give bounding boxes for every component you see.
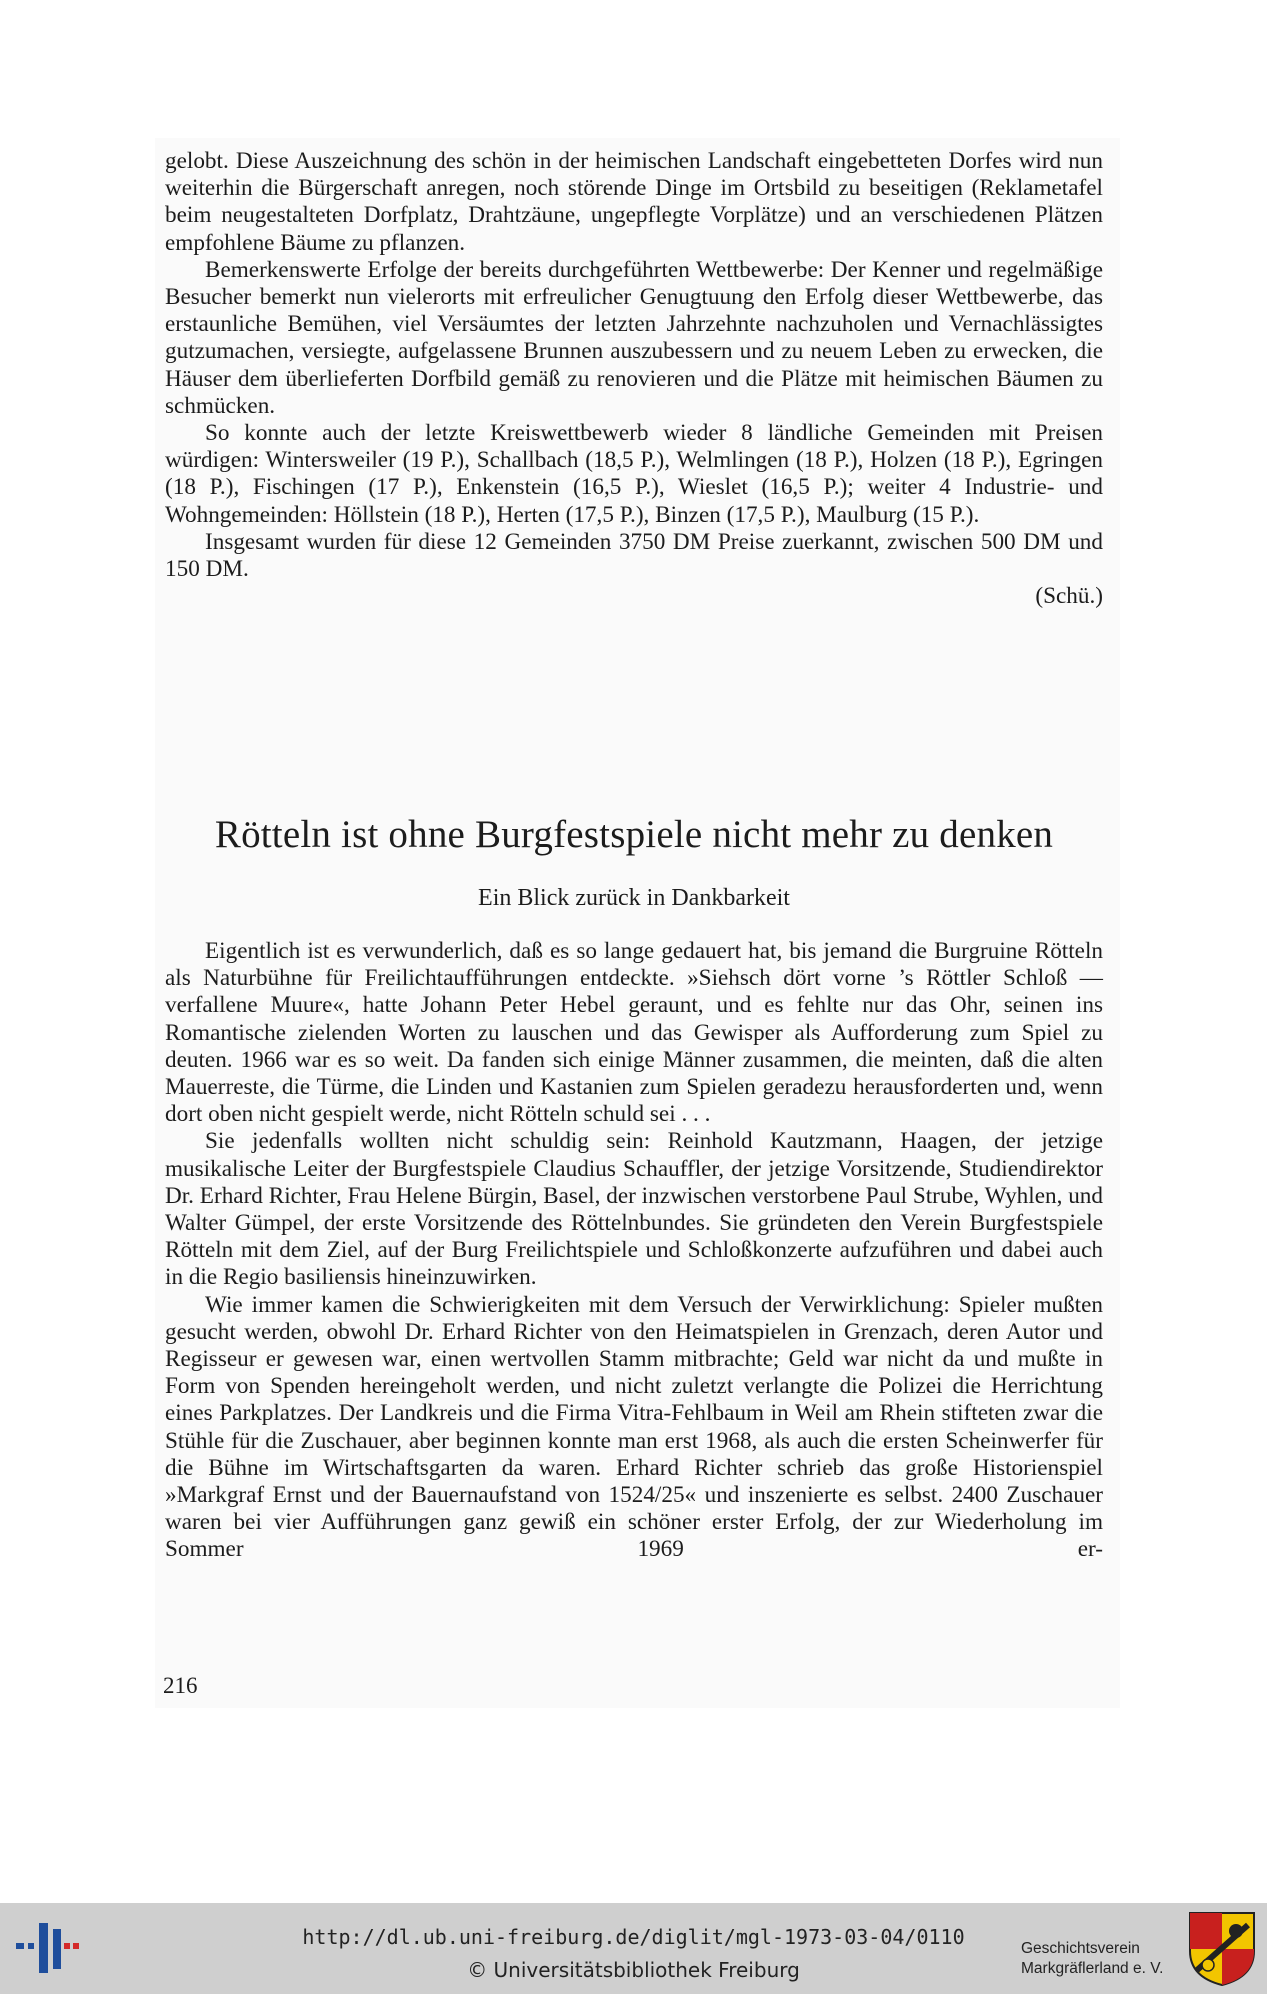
paragraph: Eigentlich ist es verwunderlich, daß es so lange gedauert hat, bis jemand die Burgruine Rötteln als Naturbühne für Freilichtaufführungen entdeckte. »Siehsch dört vorne ’s Röttler Schloß — verfallene Muure«, hatte Johann Peter Hebel geraunt, und es fehlte nur das Ohr, seinen ins Romantische zielenden Worten zu lauschen und das Gewisper als Aufforderung zum Spiel zu deuten. 1966 war es so weit. Da fanden sich einige Männer zusammen, die meinten, daß die alten Mauerreste, die Türme, die Linden und Kastanien zum Spielen geradezu herausforderten und, wenn dort oben nicht gespielt werde, nicht Rötteln schuld sei . . . xyxy=(165,938,1103,1128)
paragraph: Sie jedenfalls wollten nicht schuldig sein: Reinhold Kautzmann, Haagen, der jetzige musikalische Leiter der Burgfestspiele Claudius Schauffler, der jetzige Vorsitzende, Studiendirektor Dr. Erhard Richter, Frau Helene Bürgin, Basel, der inzwischen verstorbene Paul Strube, Wyhlen, und Walter Gümpel, der erste Vorsitzende des Röttelnbundes. Sie gründeten den Verein Burgfestspiele Rötteln mit dem Ziel, auf der Burg Freilichtspiele und Schloßkonzerte aufzuführen und dabei auch in die Regio basiliensis hineinzuwirken. xyxy=(165,1128,1103,1291)
permalink-url[interactable]: http://dl.ub.uni-freiburg.de/diglit/mgl-1973-03-04/0110 xyxy=(302,1925,965,1949)
signature-line xyxy=(165,583,1103,610)
article-subtitle: Ein Blick zurück in Dankbarkeit xyxy=(478,885,790,911)
society-coat-of-arms-icon xyxy=(1188,1911,1256,1987)
page-number: 216 xyxy=(163,1673,198,1698)
paragraph: So konnte auch der letzte Kreiswettbewerb wieder 8 ländliche Gemeinden mit Preisen würdigen: Wintersweiler (19 P.), Schallbach (18,5 P.), Welmlingen (18 P.), Holzen (18 P.), Egringen (18 P.), Fischingen (17 P.), Enkenstein (16,5 P.), Wieslet (16,5 P.); weiter 4 Industrie- und Wohngemeinden: Höllstein (18 P.), Herten (17,5 P.), Binzen (17,5 P.), Maulburg (15 P.). xyxy=(165,420,1103,528)
paragraph: Wie immer kamen die Schwierigkeiten mit dem Versuch der Verwirklichung: Spieler mußten gesucht werden, obwohl Dr. Erhard Richter von den Heimatspielen in Grenzach, deren Autor und Regisseur er gewesen war, einen wertvollen Stamm mitbrachte; Geld war nicht da und mußte in Form von Spenden hereingeholt werden, und nicht zuletzt verlangte die Polizei die Herrichtung eines Parkplatzes. Der Landkreis und die Firma Vitra-Fehlbaum in Weil am Rhein stifteten zwar die Stühle für die Zuschauer, aber beginnen konnte man erst 1968, als auch die ersten Scheinwerfer für die Bühne im Wirtschaftsgarten da waren. Erhard Richter schrieb das große Historienspiel »Markgraf Ernst und der Bauernaufstand von 1524/25« und inszenierte es selbst. 2400 Zuschauer waren bei vier Aufführungen ganz gewiß ein schöner erster Erfolg, der zur Wiederholung im Sommer 1969 er- xyxy=(165,1291,1103,1563)
society-name-line: Markgräflerland e. V. xyxy=(1021,1960,1164,1977)
society-name xyxy=(1021,1939,1181,1979)
previous-article-ending xyxy=(165,148,1103,610)
paragraph: gelobt. Diese Auszeichnung des schön in der heimischen Landschaft eingebetteten Dorfes wird nun weiterhin die Bürgerschaft anregen, noch störende Dinge im Ortsbild zu beseitigen (Reklametafel beim neugestalteten Dorfplatz, Drahtzäune, ungepflegte Vorplätze) und an verschiedenen Plätzen empfohlene Bäume zu pflanzen. xyxy=(165,148,1103,256)
article-title: Rötteln ist ohne Burgfestspiele nicht mehr zu denken xyxy=(214,813,1054,856)
viewer-footer xyxy=(0,1903,1267,1994)
paragraph: Insgesamt wurden für diese 12 Gemeinden 3750 DM Preise zuerkannt, zwischen 500 DM und 150 DM. xyxy=(165,528,1103,583)
paragraph: Bemerkenswerte Erfolge der bereits durchgeführten Wettbewerbe: Der Kenner und regelmäßige Besucher bemerkt nun vielerorts mit erfreulicher Genugtuung den Erfolg dieser Wettbewerbe, das erstaunliche Bemühen, viel Versäumtes der letzten Jahrzehnte nachzuholen und Vernachlässigtes gutzumachen, versiegte, aufgelassene Brunnen auszubessern und zu neuem Leben zu erwecken, die Häuser dem überlieferten Dorfbild gemäß zu renovieren und die Plätze mit heimischen Bäumen zu schmücken. xyxy=(165,256,1103,419)
society-name-line: Geschichtsverein xyxy=(1021,1940,1140,1957)
copyright-notice: © Universitätsbibliothek Freiburg xyxy=(467,1958,800,1982)
author-signature: (Schü.) xyxy=(1035,583,1103,610)
article-body xyxy=(165,938,1103,1564)
